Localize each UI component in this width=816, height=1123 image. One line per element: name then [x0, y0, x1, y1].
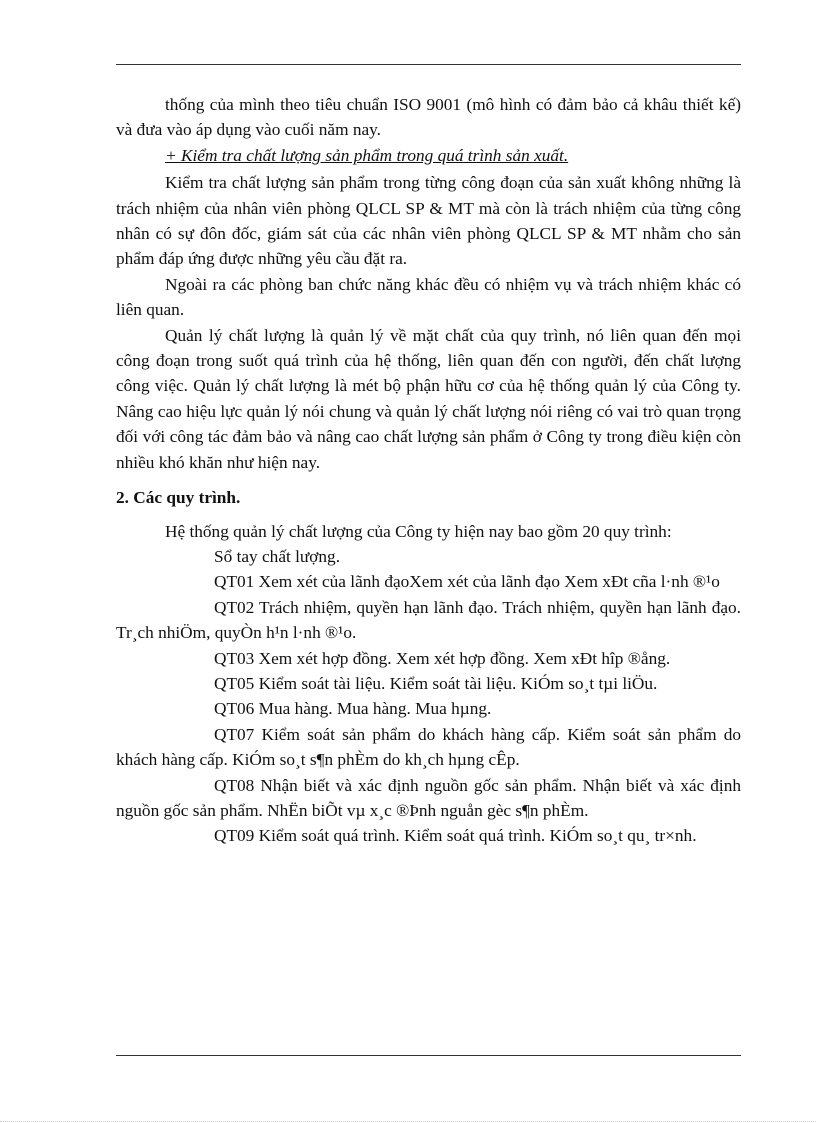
procedure-item-qt06: QT06 Mua hàng. Mua hàng. Mua hµng.	[214, 699, 492, 719]
subheading-quality-check: + Kiểm tra chất lượng sản phẩm trong quá trình sản xuất.	[165, 145, 569, 165]
paragraph-quality-check: Kiểm tra chất lượng sản phẩm trong từng công đoạn của sản xuất không những là trách nhiệm của nhân viên phòng QLCL SP & MT mà còn là trách nhiệm của từng công nhân có sự đôn đốc, giám sát của các nhân viên phòng QLCL SP & MT nhằm cho sản phẩm đáp ứng được những yêu cầu đặt ra.	[116, 173, 741, 269]
procedure-item-qt08: QT08 Nhận biết và xác định nguồn gốc sản phẩm. Nhận biết và xác định nguồn gốc sản phẩm. NhËn biÕt vµ x¸c ®Þnh nguån gèc s¶n phÈm.	[116, 775, 741, 820]
paragraph-iso: thống của mình theo tiêu chuẩn ISO 9001 (mô hình có đảm bảo cả khâu thiết kế) và đưa vào áp dụng vào cuối năm nay.	[116, 95, 741, 140]
section-intro: Hệ thống quản lý chất lượng của Công ty hiện nay bao gồm 20 quy trình:	[165, 521, 672, 541]
page-body	[116, 92, 741, 849]
paragraph-departments: Ngoài ra các phòng ban chức năng khác đều có nhiệm vụ và trách nhiệm khác có liên quan.	[116, 274, 741, 320]
procedure-item-qt01: QT01 Xem xét của lãnh đạoXem xét của lãnh đạo Xem xÐt cña l·nh ®¹o	[214, 572, 720, 592]
procedure-item-qt02: QT02 Trách nhiệm, quyền hạn lãnh đạo. Trách nhiệm, quyền hạn lãnh đạo. Tr¸ch nhiÖm, quyÒn h¹n l·nh ®¹o.	[116, 597, 741, 643]
section-heading: 2. Các quy trình.	[116, 488, 241, 508]
quality-manual-item: Sổ tay chất lượng.	[214, 546, 341, 566]
procedure-item-qt03: QT03 Xem xét hợp đồng. Xem xét hợp đồng. Xem xÐt hîp ®ång.	[214, 648, 671, 668]
header-rule	[116, 64, 741, 65]
procedure-item-qt07: QT07 Kiểm soát sản phẩm do khách hàng cấp. Kiểm soát sản phẩm do khách hàng cấp. KiÓm so¸t s¶n phÈm do kh¸ch hµng cÊp.	[116, 724, 741, 770]
paragraph-quality-management: Quản lý chất lượng là quản lý về mặt chất của quy trình, nó liên quan đến mọi công đoạn trong suốt quá trình của hệ thống, liên quan đến con người, đến chất lượng công việc. Quản lý chất lượng là mét bộ phận hữu cơ của hệ thống quản lý của Công ty. Nâng cao hiệu lực quản lý nói chung và quản lý chất lượng nói riêng có vai trò quan trọng đối với công tác đảm bảo và nâng cao chất lượng sản phẩm ở Công ty trong điều kiện còn nhiều khó khăn như hiện nay.	[116, 325, 741, 472]
footer-rule	[116, 1055, 741, 1056]
procedure-item-qt09: QT09 Kiểm soát quá trình. Kiểm soát quá trình. KiÓm so¸t qu¸ tr×nh.	[214, 826, 697, 846]
procedure-item-qt05: QT05 Kiểm soát tài liệu. Kiểm soát tài liệu. KiÓm so¸t tµi liÖu.	[214, 673, 658, 693]
